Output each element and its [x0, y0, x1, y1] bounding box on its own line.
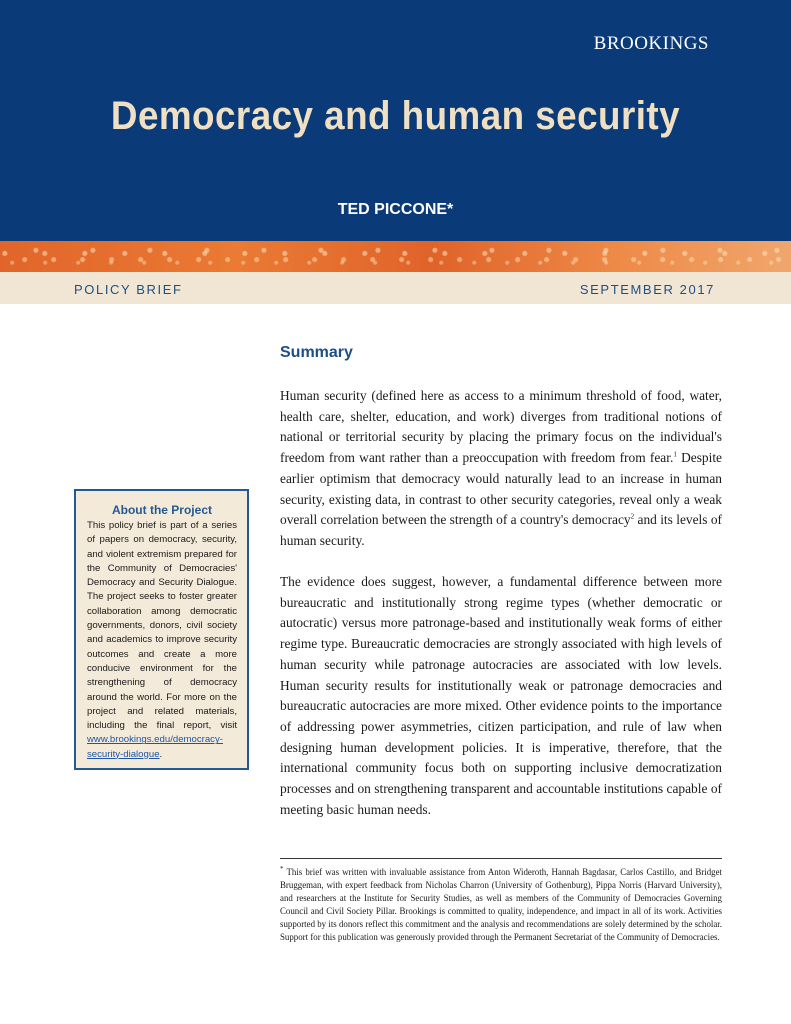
- author-name: TED PICCONE*: [337, 201, 454, 218]
- footnote-ref-2[interactable]: 2: [630, 512, 635, 521]
- footnote-mark: *: [280, 865, 284, 874]
- footnote-divider: [280, 858, 722, 859]
- summary-paragraph-1: [280, 386, 722, 552]
- about-project-sidebar: [74, 489, 249, 770]
- about-text: [87, 519, 237, 762]
- about-title: About the Project: [111, 503, 212, 517]
- footnote-ref-1[interactable]: 1: [673, 450, 677, 459]
- document-type: POLICY BRIEF: [74, 282, 183, 297]
- summary-heading: Summary: [280, 344, 353, 361]
- footnote: [280, 866, 722, 945]
- summary-paragraph-2: The evidence does suggest, however, a fundamental difference between more bureaucratic and institutionally strong regime types (whether democratic or autocratic) versus more patronage-based and institutionally weak forms of either regime type. Bureaucratic democracies are strongly associated with high levels of human security while patronage autocracies are associated with low levels. Human security results for institutionally weak or patronage democracies and bureaucratic autocracies are more mixed. Other evidence points to the importance of addressing power asymmetries, citizen participation, and rule of law when designing human development policies. It is imperative, therefore, that the international community focus both on supporting inclusive democratization processes and on strengthening transparent and accountable institutions capable of meeting basic human needs.: [280, 574, 722, 817]
- footnote-text: This brief was written with invaluable assistance from Anton Wideroth, Hannah Bagdasar, Carlos Castillo, and Bridget Bruggeman, with expert feedback from Nicholas Charron (University of Gothenburg), Pippa Norris (Harvard University), and researchers at the Institute for Security Studies, as well as members of the Community of Democracies Governing Council and Civil Society Pillar. Brookings is committed to quality, independence, and impact in all of its work. Activities supported by its donors reflect this commitment and the analysis and recommendations are solely determined by the scholar. Support for this publication was generously provided through the Permanent Secretariat of the Community of Democracies.: [280, 867, 722, 943]
- summary-p1-part-b: Despite earlier optimism that democracy would naturally lead to an increase in human security, existing data, in contrast to other security categories, reveal only a weak overall correlation between the strength of a country's democracy: [280, 450, 722, 528]
- decorative-orange-stripe: [0, 241, 791, 272]
- project-link[interactable]: www.brookings.edu/democracy-security-dialogue: [87, 734, 223, 760]
- header-banner: [0, 0, 791, 241]
- summary-p1-part-c: and its levels of human security.: [280, 512, 722, 548]
- document-title: Democracy and human security: [110, 94, 681, 138]
- about-body: This policy brief is part of a series of papers on democracy, security, and violent extremism prepared for the Community of Democracies' Democracy and Security Dialogue. The project seeks to foster greater collaboration among democratic governments, donors, civil society and academics to improve security outcomes and create a more conducive environment for the strengthening of democracy around the world. For more on the project and related materials, including the final report, visit: [87, 520, 237, 732]
- publication-date: SEPTEMBER 2017: [579, 282, 715, 297]
- summary-p1-part-a: Human security (defined here as access to a minimum threshold of food, water, health care, shelter, education, and work) diverges from traditional notions of national or territorial security by placing the primary focus on the individual's freedom from want rather than a preoccupation with freedom from fear.: [280, 388, 722, 466]
- brookings-logo[interactable]: BROOKINGS: [593, 33, 709, 54]
- about-end: .: [159, 748, 163, 760]
